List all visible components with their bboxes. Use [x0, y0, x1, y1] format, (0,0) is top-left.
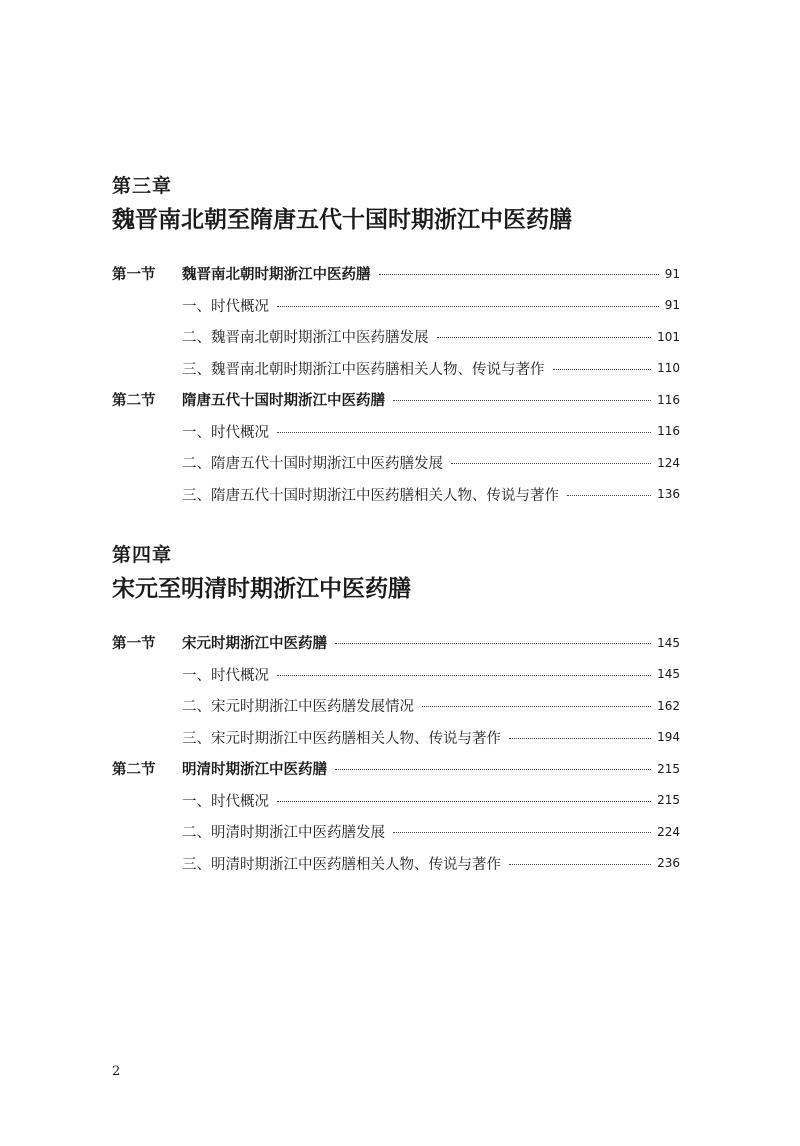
chapter-title: 宋元至明清时期浙江中医药膳 — [112, 576, 411, 602]
toc-subentry[interactable] — [112, 321, 680, 353]
page-number: 236 — [657, 856, 680, 871]
subentry-title: 三、隋唐五代十国时期浙江中医药膳相关人物、传说与著作 — [182, 487, 559, 504]
dot-leader — [277, 675, 651, 676]
toc-subentry[interactable] — [112, 848, 680, 880]
page-number: 116 — [657, 424, 680, 439]
dot-leader — [335, 643, 651, 644]
dot-leader — [277, 306, 659, 307]
page-number: 194 — [657, 730, 680, 745]
page-number: 215 — [657, 793, 680, 808]
subentry-title: 三、明清时期浙江中医药膳相关人物、传说与著作 — [182, 856, 501, 873]
toc-subentry[interactable] — [112, 447, 680, 479]
chapter-three — [112, 172, 680, 510]
dot-leader — [567, 495, 651, 496]
subentry-title: 一、时代概况 — [182, 667, 269, 684]
toc-section-entry[interactable] — [112, 384, 680, 416]
page-number: 162 — [657, 698, 680, 713]
dot-leader — [422, 706, 651, 707]
chapter-title: 魏晋南北朝至隋唐五代十国时期浙江中医药膳 — [112, 207, 572, 233]
section-title: 隋唐五代十国时期浙江中医药膳 — [182, 392, 385, 410]
dot-leader — [277, 432, 651, 433]
subentry-title: 三、魏晋南北朝时期浙江中医药膳相关人物、传说与著作 — [182, 361, 545, 378]
page-number: 91 — [664, 266, 680, 281]
dot-leader — [379, 274, 659, 275]
section-title: 魏晋南北朝时期浙江中医药膳 — [182, 266, 371, 284]
subentry-title: 三、宋元时期浙江中医药膳相关人物、传说与著作 — [182, 730, 501, 747]
toc-section-entry[interactable] — [112, 627, 680, 659]
section-title: 明清时期浙江中医药膳 — [182, 761, 327, 779]
dot-leader — [509, 738, 651, 739]
toc-subentry[interactable] — [112, 659, 680, 691]
toc-subentry[interactable] — [112, 290, 680, 322]
page-number: 124 — [657, 455, 680, 470]
toc-subentry[interactable] — [112, 816, 680, 848]
section-title: 宋元时期浙江中医药膳 — [182, 635, 327, 653]
section-label: 第二节 — [112, 392, 156, 410]
toc-subentry[interactable] — [112, 722, 680, 754]
toc-section-entry[interactable] — [112, 258, 680, 290]
toc-subentry[interactable] — [112, 690, 680, 722]
dot-leader — [393, 832, 651, 833]
toc-subentry[interactable] — [112, 785, 680, 817]
section-label: 第一节 — [112, 266, 156, 284]
chapter-four — [112, 541, 680, 879]
dot-leader — [277, 801, 651, 802]
page-number: 145 — [657, 635, 680, 650]
toc-subentry[interactable] — [112, 353, 680, 385]
dot-leader — [451, 463, 651, 464]
section-label: 第一节 — [112, 635, 156, 653]
dot-leader — [437, 337, 652, 338]
subentry-title: 一、时代概况 — [182, 424, 269, 441]
section-label: 第二节 — [112, 761, 156, 779]
subentry-title: 二、魏晋南北朝时期浙江中医药膳发展 — [182, 330, 429, 347]
dot-leader — [335, 769, 651, 770]
chapter-label: 第四章 — [112, 544, 173, 566]
dot-leader — [509, 864, 651, 865]
subentry-title: 一、时代概况 — [182, 793, 269, 810]
chapter-label: 第三章 — [112, 175, 173, 197]
page-number: 101 — [657, 329, 680, 344]
page-number: 136 — [657, 487, 680, 502]
toc-section-entry[interactable] — [112, 753, 680, 785]
subentry-title: 二、明清时期浙江中医药膳发展 — [182, 825, 385, 842]
dot-leader — [393, 400, 651, 401]
toc-subentry[interactable] — [112, 416, 680, 448]
page-number: 91 — [664, 298, 680, 313]
page-folio-number: 2 — [112, 1064, 121, 1079]
toc-subentry[interactable] — [112, 479, 680, 511]
page-number: 224 — [657, 824, 680, 839]
subentry-title: 二、宋元时期浙江中医药膳发展情况 — [182, 699, 414, 716]
page-number: 215 — [657, 761, 680, 776]
page-number: 145 — [657, 667, 680, 682]
page-number: 110 — [657, 361, 680, 376]
page-number: 116 — [657, 392, 680, 407]
subentry-title: 二、隋唐五代十国时期浙江中医药膳发展 — [182, 456, 443, 473]
dot-leader — [553, 369, 652, 370]
subentry-title: 一、时代概况 — [182, 298, 269, 315]
